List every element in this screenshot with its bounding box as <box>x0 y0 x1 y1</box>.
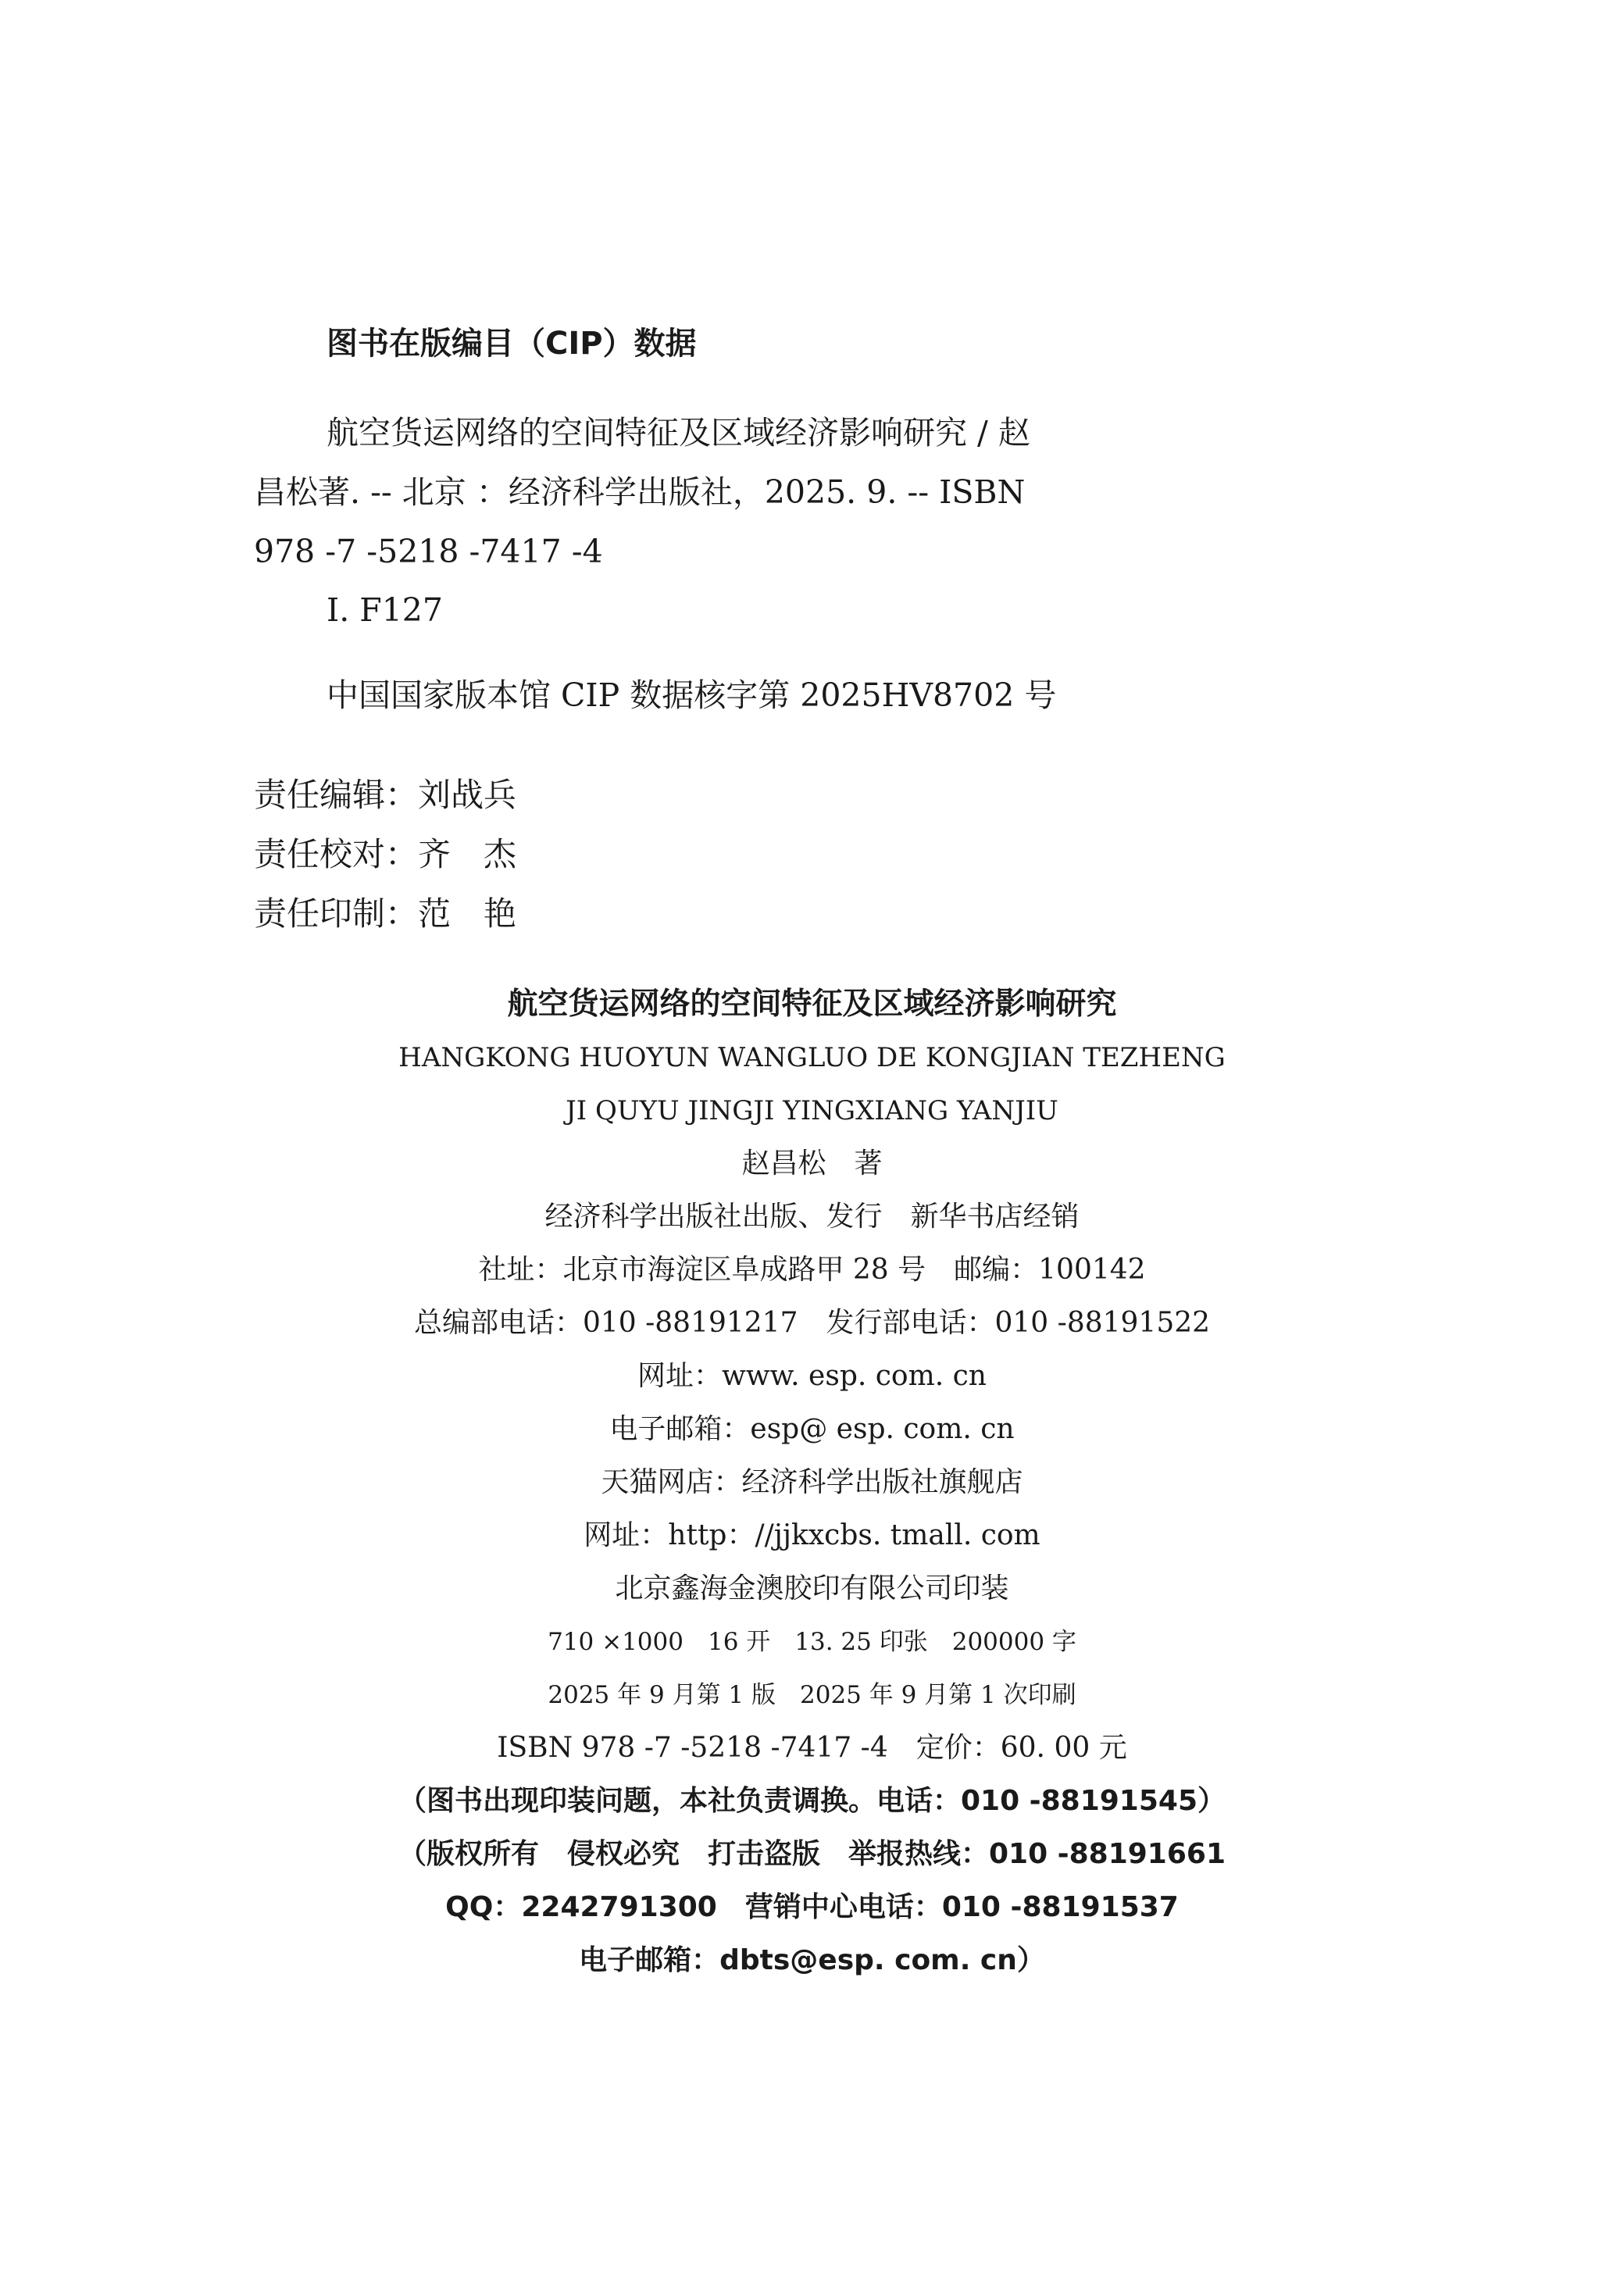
notice-print-issues: （图书出现印装问题，本社负责调换。电话：010 -88191545） <box>398 1785 1226 1817</box>
cip-record-line-1: 航空货运网络的空间特征及区域经济影响研究 / 赵 <box>327 414 1030 452</box>
book-title-pinyin-1: HANGKONG HUOYUN WANGLUO DE KONGJIAN TEZHENG <box>398 1042 1226 1073</box>
phone-numbers: 总编部电话：010 -88191217 发行部电话：010 -88191522 <box>413 1307 1211 1339</box>
format-specs: 710 ×1000 16 开 13. 25 印张 200000 字 <box>548 1628 1076 1656</box>
printer: 北京鑫海金澳胶印有限公司印装 <box>615 1572 1009 1604</box>
cip-approval-number: 中国国家版本馆 CIP 数据核字第 2025HV8702 号 <box>327 676 1057 714</box>
responsible-proofreader: 责任校对：齐 杰 <box>254 835 517 873</box>
cip-record-line-3: 978 -7 -5218 -7417 -4 <box>254 533 603 570</box>
author: 赵昌松 著 <box>741 1147 883 1180</box>
notice-qq-marketing: QQ：2242791300 营销中心电话：010 -88191537 <box>445 1891 1179 1923</box>
address: 社址：北京市海淀区阜成路甲 28 号 邮编：100142 <box>478 1254 1146 1286</box>
book-title: 航空货运网络的空间特征及区域经济影响研究 <box>507 987 1117 1022</box>
cip-record-line-2: 昌松著. -- 北京 ：经济科学出版社，2025. 9. -- ISBN <box>254 473 1026 511</box>
responsible-printing: 责任印制：范 艳 <box>254 894 517 933</box>
notice-email: 电子邮箱：dbts@esp. com. cn） <box>579 1944 1045 1976</box>
website: 网址：www. esp. com. cn <box>637 1360 987 1392</box>
edition-info: 2025 年 9 月第 1 版 2025 年 9 月第 1 次印刷 <box>548 1681 1076 1709</box>
publisher: 经济科学出版社出版、发行 新华书店经销 <box>544 1201 1080 1233</box>
cip-heading: 图书在版编目（CIP）数据 <box>327 326 697 362</box>
tmall-store: 天猫网店：经济科学出版社旗舰店 <box>601 1466 1023 1498</box>
book-title-pinyin-2: JI QUYU JINGJI YINGXIANG YANJIU <box>566 1095 1058 1126</box>
email: 电子邮箱：esp@ esp. com. cn <box>609 1413 1015 1445</box>
isbn-price: ISBN 978 -7 -5218 -7417 -4 定价：60. 00 元 <box>497 1732 1127 1764</box>
tmall-url: 网址：http：//jjkxcbs. tmall. com <box>584 1519 1040 1551</box>
responsible-editor: 责任编辑：刘战兵 <box>254 776 517 814</box>
notice-copyright: （版权所有 侵权必究 打击盗版 举报热线：010 -88191661 <box>398 1838 1226 1870</box>
cip-classification: Ⅰ. F127 <box>327 591 443 629</box>
